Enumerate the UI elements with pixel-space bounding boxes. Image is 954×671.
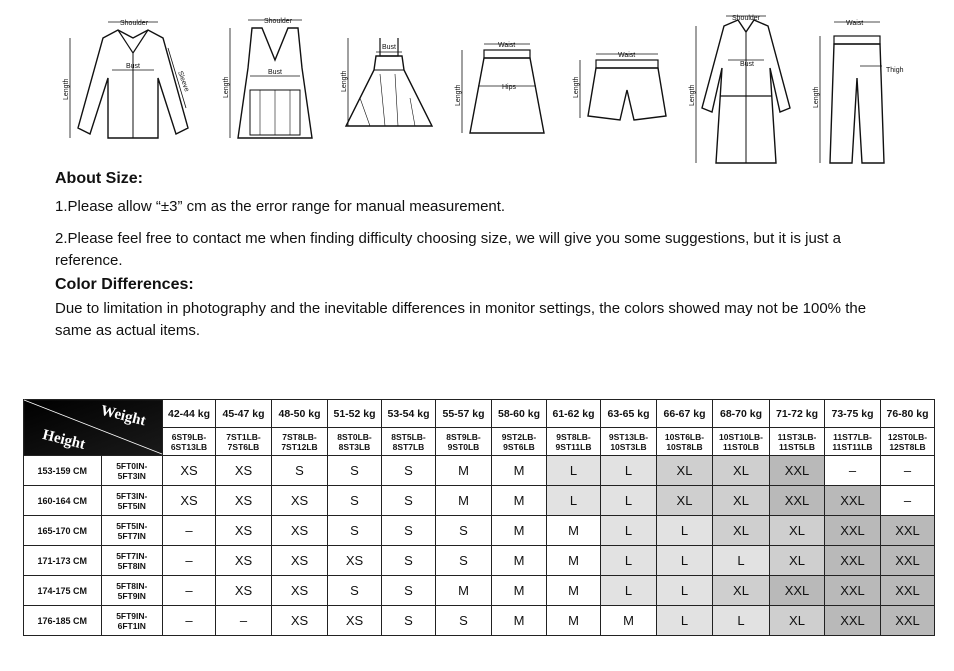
size-cell: S bbox=[382, 486, 436, 516]
color-diff-heading: Color Differences: bbox=[55, 276, 194, 293]
weight-kg-header: 63-65 kg bbox=[601, 400, 657, 428]
size-cell: – bbox=[881, 456, 935, 486]
size-cell: L bbox=[713, 606, 770, 636]
size-cell: M bbox=[492, 576, 547, 606]
shirt-bust-label: Bust bbox=[126, 63, 141, 70]
size-cell: XS bbox=[272, 546, 328, 576]
size-cell: XXL bbox=[825, 516, 881, 546]
height-ft-cell: 5FT7IN- 5FT8IN bbox=[101, 546, 162, 576]
shirt-sleeve-label: Sleeve bbox=[176, 70, 191, 93]
about-size-line-1: 1.Please allow “±3” cm as the error range for manual measurement. bbox=[55, 198, 506, 215]
shirt-shoulder-label: Shoulder bbox=[120, 20, 149, 27]
kg-header-row bbox=[24, 400, 935, 428]
size-cell: XXL bbox=[825, 486, 881, 516]
height-cm-cell: 174-175 CM bbox=[24, 576, 102, 606]
weight-kg-header: 61-62 kg bbox=[547, 400, 601, 428]
weight-kg-header: 76-80 kg bbox=[881, 400, 935, 428]
size-cell: M bbox=[547, 606, 601, 636]
size-cell: XS bbox=[272, 516, 328, 546]
size-cell: XL bbox=[770, 516, 825, 546]
size-cell: M bbox=[492, 456, 547, 486]
dress-bust-label: Bust bbox=[382, 44, 397, 51]
coat-length-label: Length bbox=[689, 84, 696, 106]
size-cell: M bbox=[492, 516, 547, 546]
size-cell: M bbox=[492, 606, 547, 636]
weight-kg-header: 42-44 kg bbox=[163, 400, 216, 428]
size-cell: XXL bbox=[770, 456, 825, 486]
height-cm-cell: 176-185 CM bbox=[24, 606, 102, 636]
size-cell: XL bbox=[770, 546, 825, 576]
size-cell: M bbox=[601, 606, 657, 636]
weight-stlb-header: 7ST1LB- 7ST6LB bbox=[216, 428, 272, 456]
size-cell: – bbox=[216, 606, 272, 636]
table-row bbox=[24, 576, 935, 606]
size-cell: XL bbox=[657, 456, 713, 486]
size-cell: L bbox=[713, 546, 770, 576]
size-cell: XXL bbox=[881, 576, 935, 606]
size-cell: L bbox=[601, 486, 657, 516]
size-cell: XS bbox=[216, 516, 272, 546]
size-cell: XL bbox=[713, 486, 770, 516]
table-row bbox=[24, 456, 935, 486]
weight-stlb-header: 12ST0LB- 12ST8LB bbox=[881, 428, 935, 456]
size-cell: S bbox=[382, 516, 436, 546]
skirt-length-label: Length bbox=[455, 84, 462, 106]
coat-diagram bbox=[690, 8, 800, 168]
coat-bust-label: Bust bbox=[740, 61, 755, 68]
weight-stlb-header: 7ST8LB- 7ST12LB bbox=[272, 428, 328, 456]
size-cell: S bbox=[382, 546, 436, 576]
size-cell: XS bbox=[163, 456, 216, 486]
size-cell: M bbox=[547, 516, 601, 546]
height-ft-cell: 5FT0IN- 5FT3IN bbox=[101, 456, 162, 486]
size-cell: XXL bbox=[825, 576, 881, 606]
table-corner bbox=[24, 400, 163, 456]
tank-bust-label: Bust bbox=[268, 69, 283, 76]
weight-kg-header: 51-52 kg bbox=[328, 400, 382, 428]
weight-kg-header: 55-57 kg bbox=[436, 400, 492, 428]
size-chart-table bbox=[23, 399, 935, 636]
size-cell: XS bbox=[216, 486, 272, 516]
size-cell: XXL bbox=[770, 486, 825, 516]
size-cell: M bbox=[547, 546, 601, 576]
tank-length-label: Length bbox=[223, 76, 230, 98]
size-cell: XXL bbox=[825, 546, 881, 576]
size-cell: – bbox=[163, 576, 216, 606]
size-cell: XL bbox=[657, 486, 713, 516]
weight-kg-header: 45-47 kg bbox=[216, 400, 272, 428]
size-cell: S bbox=[328, 576, 382, 606]
size-cell: S bbox=[382, 606, 436, 636]
weight-stlb-header: 9ST2LB- 9ST6LB bbox=[492, 428, 547, 456]
height-ft-cell: 5FT5IN- 5FT7IN bbox=[101, 516, 162, 546]
height-ft-cell: 5FT8IN- 5FT9IN bbox=[101, 576, 162, 606]
size-cell: L bbox=[657, 606, 713, 636]
table-row bbox=[24, 546, 935, 576]
size-cell: XXL bbox=[881, 606, 935, 636]
size-cell: M bbox=[436, 486, 492, 516]
weight-kg-header: 58-60 kg bbox=[492, 400, 547, 428]
table-row bbox=[24, 516, 935, 546]
weight-stlb-header: 11ST3LB- 11ST5LB bbox=[770, 428, 825, 456]
table-row bbox=[24, 486, 935, 516]
pants-waist-label: Waist bbox=[846, 20, 864, 27]
height-cm-cell: 160-164 CM bbox=[24, 486, 102, 516]
weight-kg-header: 68-70 kg bbox=[713, 400, 770, 428]
shorts-length-label: Length bbox=[573, 76, 580, 98]
weight-stlb-header: 8ST5LB- 8ST7LB bbox=[382, 428, 436, 456]
corner-height-label: Height bbox=[40, 427, 87, 454]
dress-length-label: Length bbox=[341, 70, 348, 92]
size-cell: L bbox=[657, 516, 713, 546]
about-size-line-2: 2.Please feel free to contact me when finding difficulty choosing size, we will give you some suggestions, but it is just a reference. bbox=[55, 230, 841, 269]
size-cell: L bbox=[547, 486, 601, 516]
size-cell: XS bbox=[328, 606, 382, 636]
size-cell: XS bbox=[216, 546, 272, 576]
size-table-body bbox=[24, 456, 935, 636]
size-cell: L bbox=[601, 516, 657, 546]
size-cell: S bbox=[328, 456, 382, 486]
height-ft-cell: 5FT9IN- 6FT1IN bbox=[101, 606, 162, 636]
skirt-waist-label: Waist bbox=[498, 42, 516, 49]
weight-stlb-header: 9ST8LB- 9ST11LB bbox=[547, 428, 601, 456]
weight-kg-header: 66-67 kg bbox=[657, 400, 713, 428]
size-cell: XXL bbox=[770, 576, 825, 606]
height-cm-cell: 153-159 CM bbox=[24, 456, 102, 486]
size-cell: M bbox=[492, 486, 547, 516]
size-cell: M bbox=[547, 576, 601, 606]
size-cell: XXL bbox=[825, 606, 881, 636]
size-cell: L bbox=[657, 546, 713, 576]
size-cell: M bbox=[492, 546, 547, 576]
size-cell: XL bbox=[770, 606, 825, 636]
size-cell: XL bbox=[713, 456, 770, 486]
size-cell: S bbox=[436, 546, 492, 576]
size-cell: S bbox=[328, 486, 382, 516]
size-cell: L bbox=[601, 546, 657, 576]
corner-weight-label: Weight bbox=[99, 402, 148, 430]
weight-stlb-header: 6ST9LB- 6ST13LB bbox=[163, 428, 216, 456]
size-cell: XS bbox=[272, 606, 328, 636]
size-cell: – bbox=[825, 456, 881, 486]
size-cell: – bbox=[163, 546, 216, 576]
weight-kg-header: 71-72 kg bbox=[770, 400, 825, 428]
height-cm-cell: 165-170 CM bbox=[24, 516, 102, 546]
size-cell: – bbox=[163, 606, 216, 636]
size-cell: XS bbox=[328, 546, 382, 576]
size-cell: XXL bbox=[881, 516, 935, 546]
dress-diagram bbox=[340, 8, 440, 148]
about-size-heading: About Size: bbox=[55, 170, 143, 187]
size-cell: XS bbox=[163, 486, 216, 516]
size-cell: XS bbox=[272, 576, 328, 606]
size-cell: S bbox=[382, 576, 436, 606]
skirt-diagram bbox=[452, 8, 552, 148]
weight-kg-header: 48-50 kg bbox=[272, 400, 328, 428]
shirt-length-label: Length bbox=[63, 78, 70, 100]
size-cell: – bbox=[881, 486, 935, 516]
size-cell: XXL bbox=[881, 546, 935, 576]
tank-diagram bbox=[220, 8, 330, 148]
size-cell: XL bbox=[713, 516, 770, 546]
skirt-hips-label: Hips bbox=[502, 84, 517, 91]
pants-thigh-label: Thigh bbox=[886, 67, 904, 74]
size-cell: XL bbox=[713, 576, 770, 606]
tank-shoulder-label: Shoulder bbox=[264, 18, 293, 25]
shirt-diagram bbox=[58, 8, 208, 148]
table-row bbox=[24, 606, 935, 636]
weight-kg-header: 53-54 kg bbox=[382, 400, 436, 428]
size-cell: – bbox=[163, 516, 216, 546]
pants-length-label: Length bbox=[813, 86, 820, 108]
size-cell: L bbox=[601, 576, 657, 606]
color-diff-text: Due to limitation in photography and the inevitable differences in monitor settings, the colors showed may not be 100% the same as actual items. bbox=[55, 300, 867, 339]
coat-shoulder-label: Shoulder bbox=[732, 15, 761, 22]
size-cell: M bbox=[436, 576, 492, 606]
weight-stlb-header: 11ST7LB- 11ST11LB bbox=[825, 428, 881, 456]
height-ft-cell: 5FT3IN- 5FT5IN bbox=[101, 486, 162, 516]
size-cell: XS bbox=[216, 576, 272, 606]
weight-kg-header: 73-75 kg bbox=[825, 400, 881, 428]
weight-stlb-header: 10ST6LB- 10ST8LB bbox=[657, 428, 713, 456]
size-cell: XS bbox=[216, 456, 272, 486]
garment-diagrams bbox=[50, 8, 920, 168]
shorts-waist-label: Waist bbox=[618, 52, 636, 59]
weight-stlb-header: 8ST0LB- 8ST3LB bbox=[328, 428, 382, 456]
shorts-diagram bbox=[570, 8, 680, 148]
weight-stlb-header: 8ST9LB- 9ST0LB bbox=[436, 428, 492, 456]
pants-diagram bbox=[810, 8, 920, 168]
size-cell: L bbox=[547, 456, 601, 486]
size-cell: L bbox=[601, 456, 657, 486]
size-cell: S bbox=[328, 516, 382, 546]
size-cell: XS bbox=[272, 486, 328, 516]
size-cell: S bbox=[272, 456, 328, 486]
weight-stlb-header: 9ST13LB- 10ST3LB bbox=[601, 428, 657, 456]
weight-stlb-header: 10ST10LB- 11ST0LB bbox=[713, 428, 770, 456]
height-cm-cell: 171-173 CM bbox=[24, 546, 102, 576]
size-cell: M bbox=[436, 456, 492, 486]
size-cell: S bbox=[382, 456, 436, 486]
size-cell: S bbox=[436, 516, 492, 546]
size-cell: S bbox=[436, 606, 492, 636]
size-cell: L bbox=[657, 576, 713, 606]
